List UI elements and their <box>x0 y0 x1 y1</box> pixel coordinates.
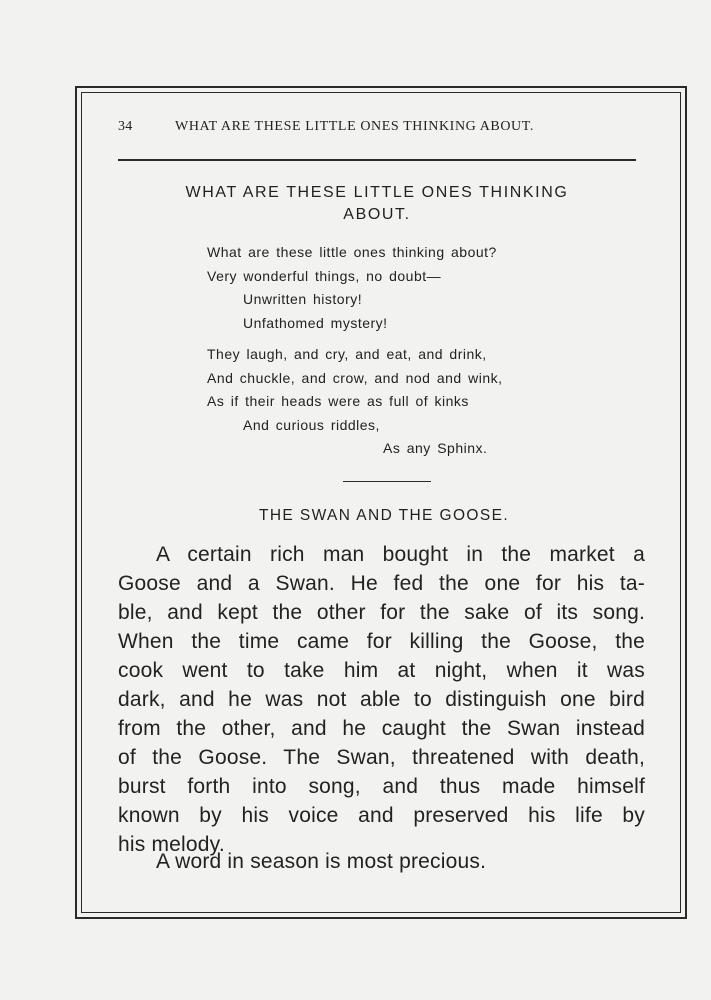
fable-line: ble, and kept the other for the sake of its song. <box>118 601 645 624</box>
poem-title-line: ABOUT. <box>343 206 411 223</box>
fable-line: burst forth into song, and thus made himself <box>118 775 645 798</box>
fable-line: of the Goose. The Swan, threatened with death, <box>118 746 645 769</box>
fable-line: from the other, and he caught the Swan instead <box>118 717 645 740</box>
header-rule <box>118 159 636 161</box>
poem-line: They laugh, and cry, and eat, and drink, <box>207 346 487 362</box>
poem-line: And chuckle, and crow, and nod and wink, <box>207 369 503 386</box>
section-divider <box>343 481 431 482</box>
fable-line: cook went to take him at night, when it was <box>118 659 645 682</box>
fable-line: dark, and he was not able to distinguish one bird <box>118 688 645 711</box>
fable-title: THE SWAN AND THE GOOSE. <box>258 507 510 524</box>
fable-line: known by his voice and preserved his life by <box>118 804 645 827</box>
poem-title-line: WHAT ARE THESE LITTLE ONES THINKING <box>185 184 569 201</box>
fable-line: his melody. <box>118 833 225 856</box>
fable-line: Goose and a Swan. He fed the one for his ta- <box>118 572 645 595</box>
fable-paragraph <box>118 540 645 859</box>
poem-line: As any Sphinx. <box>383 440 488 456</box>
poem-line: Unwritten history! <box>243 291 363 307</box>
poem-stanza-1 <box>207 241 587 335</box>
poem-line: What are these little ones thinking about? <box>207 244 497 260</box>
fable-moral: A word in season is most precious. <box>156 850 487 873</box>
poem-line: And curious riddles, <box>243 416 380 433</box>
fable-line: A certain rich man bought in the market a <box>156 543 645 566</box>
poem-title <box>120 182 634 226</box>
poem-line: As if their heads were as full of kinks <box>207 393 469 409</box>
poem-line: Very wonderful things, no doubt— <box>207 267 442 284</box>
page-number: 34 <box>118 119 133 134</box>
fable-line: When the time came for killing the Goose, the <box>118 630 645 653</box>
running-head-title: WHAT ARE THESE LITTLE ONES THINKING ABOUT. <box>175 119 534 134</box>
poem-line: Unfathomed mystery! <box>243 314 388 331</box>
poem-stanza-2 <box>207 343 587 461</box>
